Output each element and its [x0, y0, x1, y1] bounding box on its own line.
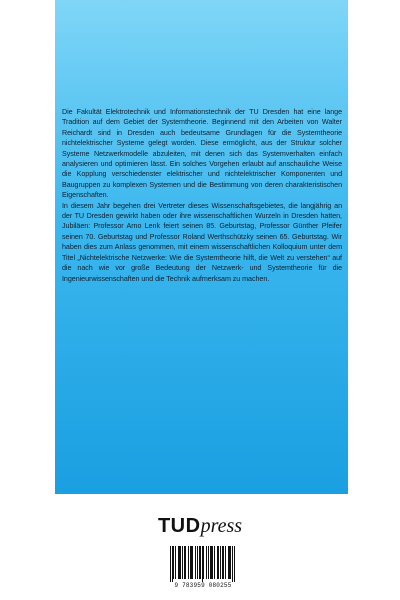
barcode-bar: [229, 546, 230, 579]
barcode-bar: [218, 546, 219, 579]
barcode-bar: [230, 546, 231, 579]
barcode-bar: [188, 546, 189, 579]
barcode-bar: [190, 546, 191, 579]
isbn-barcode: [168, 546, 238, 586]
barcode-bar: [217, 546, 218, 579]
barcode-bar: [211, 546, 212, 579]
barcode-bar: [212, 546, 213, 579]
barcode-bar: [173, 546, 174, 579]
barcode-bar: [225, 546, 226, 579]
barcode-bar: [202, 546, 203, 582]
barcode-bar: [175, 546, 176, 579]
barcode-bar: [170, 546, 171, 582]
barcode-bar: [203, 546, 204, 579]
barcode-bar: [199, 546, 200, 579]
barcode-bar: [184, 546, 185, 579]
barcode-bar: [200, 546, 201, 579]
barcode-bar: [232, 546, 233, 582]
barcode-bar: [182, 546, 183, 579]
barcode-bar: [179, 546, 180, 579]
barcode-bar: [210, 546, 211, 579]
barcode-bar: [192, 546, 193, 579]
barcode-bar: [214, 546, 215, 579]
blurb-paragraph-2: In diesem Jahr begehen drei Vertreter dieses Wissenschaftsgebietes, die langjährig an der TU Dresden gewirkt haben oder ihre wissenschaftlichen Wurzeln in Dresden hatten, Jubiläen: Professor Arno Lenk feiert seinen 85. Geburtstag, Professor Günther Pfeifer seinen 70. Geburtstag und Professor Roland Werthschützky seinen 65. Geburtstag. Wir haben dies zum Anlass genommen, mit einem wissenschaftlichen Kolloquium unter dem Titel „Nichtelektrische Netzwerke: Wie die Systemtheorie hilft, die Welt zu verstehen“ auf die nach wie vor große Bedeutung der Netzwerk- und Systemtheorie für die Ingenieurwissenschaften und die Technik aufmerksam zu machen.: [62, 201, 342, 283]
isbn-number: 9 783959 080255: [174, 582, 232, 589]
barcode-bar: [228, 546, 229, 579]
barcode-bar: [178, 546, 179, 579]
barcode-bar: [191, 546, 192, 579]
barcode-bar: [197, 546, 198, 579]
barcode-bar: [206, 546, 207, 579]
back-cover-blurb: [62, 107, 342, 284]
publisher-logo-italic: press: [200, 515, 243, 537]
blurb-paragraph-1: Die Fakultät Elektrotechnik und Informationstechnik der TU Dresden hat eine lange Tradition auf dem Gebiet der Systemtheorie. Beginnend mit den Arbeiten von Walter Reichardt sind in Dresden auch bedeutsame Grundlagen für die Systemtheorie nichtelektrischer Systeme gelegt worden. Diese ermöglicht, aus der Struktur solcher Systeme Netzwerkmodelle abzuleiten, mit denen sich das Systemverhalten einfach analysieren und optimieren lässt. Ein solches Vorgehen erlaubt auf anschauliche Weise die Kopplung verschiedenster elektrischer und nichtelektrischer Komponenten und Baugruppen zu komplexen Systemen und die Bestimmung von deren charakteristischen Eigenschaften.: [62, 108, 342, 200]
barcode-bar: [234, 546, 235, 582]
barcode-bar: [172, 546, 173, 582]
barcode-bar: [195, 546, 196, 579]
barcode-bar: [180, 546, 181, 579]
barcode-icon: [168, 546, 238, 582]
barcode-bar: [208, 546, 209, 579]
publisher-logo-bold: TUD: [157, 515, 201, 537]
barcode-bar: [220, 546, 221, 579]
publisher-logo: [0, 515, 400, 538]
barcode-bar: [185, 546, 186, 579]
barcode-bar: [222, 546, 223, 579]
barcode-bar: [223, 546, 224, 579]
